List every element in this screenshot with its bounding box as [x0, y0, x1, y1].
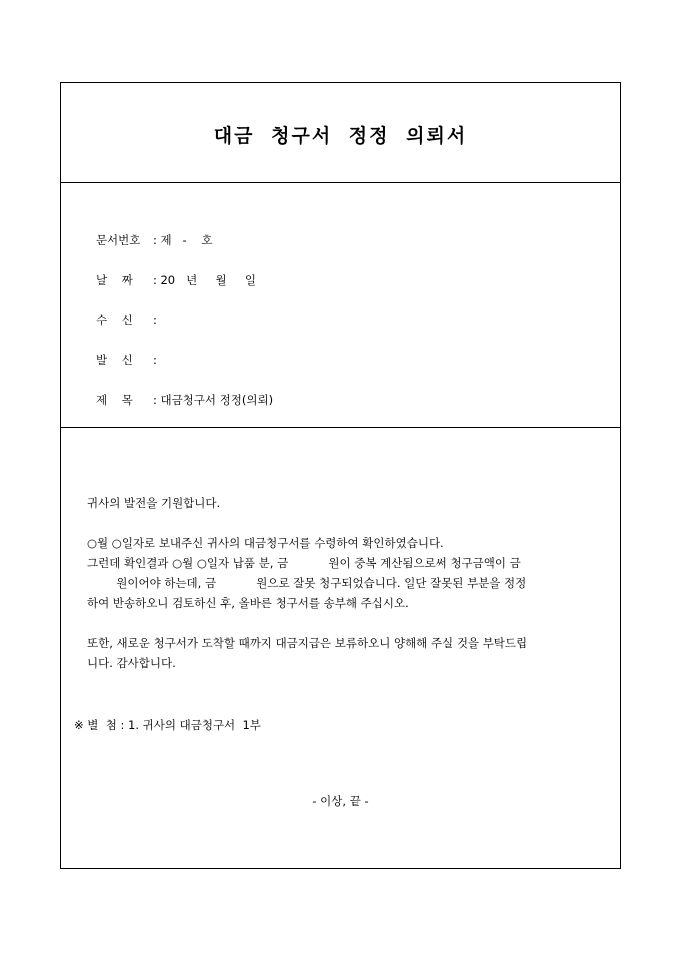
document-frame — [60, 82, 621, 869]
meta-value: : 대금청구서 정정(의뢰) — [152, 393, 274, 407]
meta-label: 날 짜 — [95, 273, 133, 287]
meta-value: : 20 년 월 일 — [152, 273, 256, 287]
document-title: 대금 청구서 정정 의뢰서 — [213, 125, 468, 147]
closing-text: - 이상, 끝 - — [312, 794, 369, 808]
meta-value: : — [152, 353, 157, 367]
title-section — [61, 83, 620, 183]
meta-value: : 제 - 호 — [152, 233, 213, 247]
meta-row-doc-number — [74, 219, 212, 261]
meta-row-sender — [74, 339, 157, 381]
meta-row-recipient — [74, 299, 157, 341]
body-line: 원이어야 하는데, 금 원으로 잘못 청구되었습니다. 일단 잘못된 부분을 정정 — [87, 576, 527, 590]
body-line: ○월 ○일자로 보내주신 귀사의 대금청구서를 수령하여 확인하였습니다. — [87, 536, 444, 550]
body-line: 니다. 감사합니다. — [87, 656, 176, 670]
attachment-text: ※ 별 첨 : 1. 귀사의 대금청구서 1부 — [74, 718, 261, 732]
meta-label: 문서번호 — [95, 233, 141, 247]
meta-label: 수 신 — [95, 313, 133, 327]
meta-value: : — [152, 313, 157, 327]
greeting-text: 귀사의 발전을 기원합니다. — [87, 496, 221, 510]
body-line: 또한, 새로운 청구서가 도착할 때까지 대금지급은 보류하오니 양해해 주실 것을 부탁드립 — [87, 636, 528, 650]
meta-row-subject — [74, 379, 273, 421]
meta-label: 발 신 — [95, 353, 133, 367]
body-line: 하여 반송하오니 검토하신 후, 올바른 청구서를 송부해 주십시오. — [87, 596, 409, 610]
meta-label: 제 목 — [95, 393, 133, 407]
meta-section — [61, 183, 620, 428]
body-line: 그런데 확인결과 ○월 ○일자 납품 분, 금 원이 중복 계산됨으로써 청구금액이 금 — [87, 556, 521, 570]
meta-row-date — [74, 259, 256, 301]
